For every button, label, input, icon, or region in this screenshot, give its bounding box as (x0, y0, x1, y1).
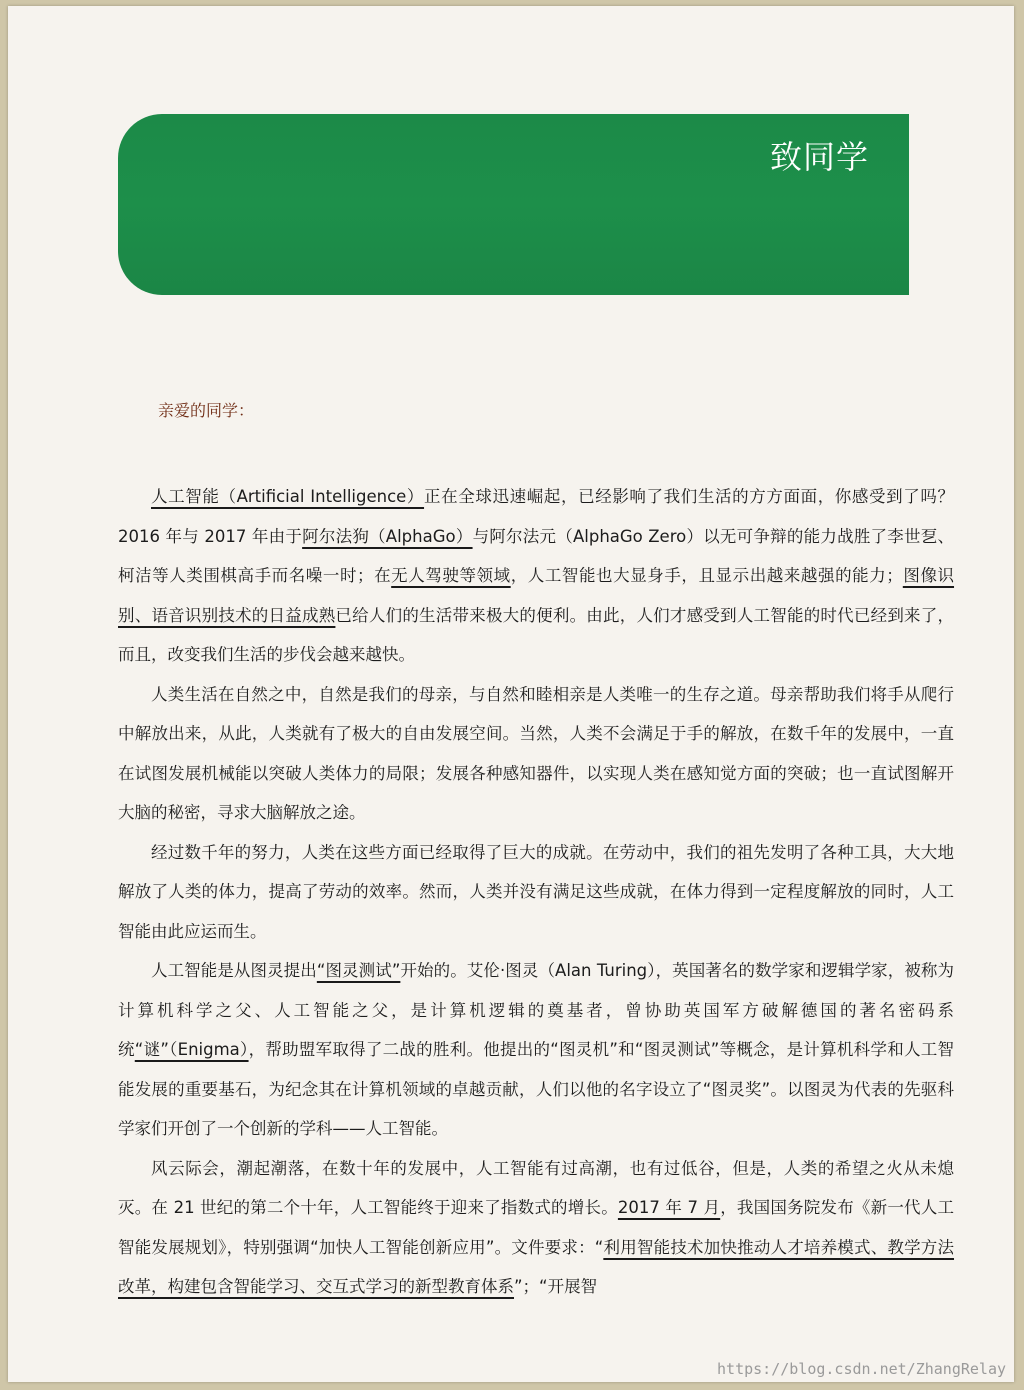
paragraph-2: 人类生活在自然之中，自然是我们的母亲，与自然和睦相亲是人类唯一的生存之道。母亲帮助我们将手从爬行中解放出来，从此，人类就有了极大的自由发展空间。当然，人类不会满足于手的解放，在数千年的发展中，一直在试图发展机械能以突破人类体力的局限；发展各种感知器件，以实现人类在感知觉方面的突破；也一直试图解开大脑的秘密，寻求大脑解放之途。 (118, 684, 954, 822)
paragraph-3: 经过数千年的努力，人类在这些方面已经取得了巨大的成就。在劳动中，我们的祖先发明了各种工具，大大地解放了人类的体力，提高了劳动的效率。然而，人类并没有满足这些成就，在体力得到一定程度解放的同时，人工智能由此应运而生。 (118, 842, 954, 941)
paragraph-4 (118, 951, 954, 1149)
text-span: 人工智能是从图灵提出 (151, 961, 317, 980)
underlined-phrase: 阿尔法狗（AlphaGo） (302, 526, 473, 546)
text-span: 风云际会，潮起潮落，在数十年的发展中，人工智能有过高潮，也有过低谷，但是，人类的希望之火从未熄灭。在 21 世纪的第二个十年，人工智能终于迎来了指数式的增长。 (118, 1158, 954, 1217)
text-span: 正在全球迅速崛起，已经影响了我们生活的方方面面，你感受到了吗？2016 年与 2017 年由于 (118, 487, 955, 546)
document-page (8, 6, 1014, 1382)
underlined-phrase: 利用智能技术加快推动人才培养模式、教学方法改革，构建包含智能学习、交互式学习的新型教育体系 (118, 1237, 955, 1296)
text-span: ”；“开展智 (514, 1277, 598, 1296)
underlined-phrase: 图像识别、语音识别技术的日益成熟 (118, 566, 955, 625)
salutation: 亲爱的同学： (158, 401, 255, 420)
text-span: 开始的。艾伦·图灵（Alan Turing），英国著名的数学家和逻辑学家，被称为计算机科学之父、人工智能之父，是计算机逻辑的奠基者，曾协助英国军方破解德国的著名密码系统 (118, 961, 954, 1059)
text-span: ，我国国务院发布《新一代人工智能发展规划》，特别强调“加快人工智能创新应用”。文件要求：“ (118, 1198, 954, 1257)
text-span: ，帮助盟军取得了二战的胜利。他提出的“图灵机”和“图灵测试”等概念，是计算机科学和人工智能发展的重要基石，为纪念其在计算机领域的卓越贡献，人们以他的名字设立了“图灵奖”。以图灵为代表的先驱科学家们开创了一个创新的学科——人工智能。 (118, 1040, 954, 1138)
watermark: https://blog.csdn.net/ZhangRelay (717, 1360, 1006, 1378)
underlined-phrase: “谜”（Enigma） (134, 1040, 249, 1059)
paragraph-1 (118, 477, 954, 675)
text-span: 已给人们的生活带来极大的便利。由此，人们才感受到人工智能的时代已经到来了，而且，改变我们生活的步伐会越来越快。 (118, 605, 955, 664)
underlined-phrase: 2017 年 7 月 (617, 1198, 721, 1217)
underlined-phrase: 人工智能（Artificial Intelligence） (151, 487, 425, 506)
text-span: ，人工智能也大显身手，且显示出越来越强的能力； (510, 566, 903, 585)
letter-body (118, 477, 954, 1307)
header-banner (118, 114, 909, 295)
paragraph-5 (118, 1149, 954, 1307)
text-span: 与阿尔法元（AlphaGo Zero）以无可争辩的能力战胜了李世乭、柯洁等人类围棋高手而名噪一时；在 (118, 526, 955, 585)
page-title: 致同学 (769, 138, 869, 176)
underlined-phrase: “图灵测试” (316, 961, 401, 980)
underlined-phrase: 无人驾驶等领域 (391, 566, 511, 585)
